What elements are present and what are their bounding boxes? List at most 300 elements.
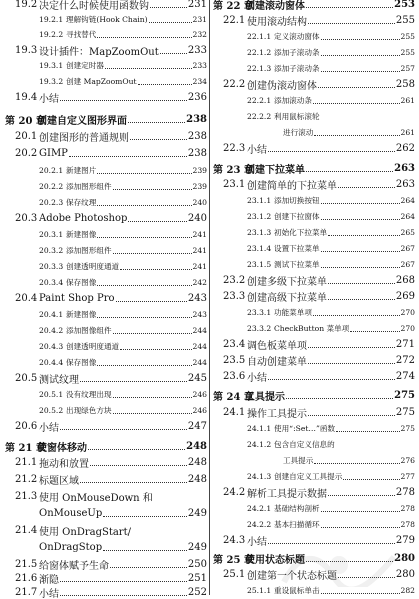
toc-title: 功能菜单项	[274, 307, 312, 317]
toc-section[interactable]	[5, 557, 207, 571]
toc-leader-dots	[103, 549, 187, 551]
toc-number: 22.1	[223, 14, 246, 26]
toc-number: 20.2.3	[39, 197, 64, 207]
toc-page-number: 280	[395, 568, 415, 580]
toc-title: 创建定时器	[66, 60, 104, 70]
toc-section[interactable]	[5, 506, 207, 520]
toc-page-number: 269	[395, 290, 415, 302]
toc-number: 第 22 章	[213, 0, 254, 11]
toc-section[interactable]	[5, 129, 207, 143]
toc-leader-dots	[321, 250, 400, 252]
toc-leader-dots	[313, 314, 400, 316]
toc-section[interactable]	[5, 90, 207, 104]
toc-subsection[interactable]	[5, 275, 207, 289]
toc-title: 基础结构剖析	[274, 503, 320, 513]
toc-page-number: 279	[395, 534, 415, 546]
toc-title: 创建第一个状态标题	[247, 570, 337, 581]
toc-leader-dots	[97, 316, 191, 318]
toc-leader-dots	[306, 560, 393, 562]
toc-title: 拖动和放置	[39, 458, 89, 469]
toc-subsection[interactable]	[5, 387, 207, 401]
toc-title: 创建自定义工具提示	[274, 471, 343, 481]
toc-title: 创建 MapZoomOut	[66, 76, 137, 86]
toc-title: 设计插件：MapZoomOut	[39, 46, 159, 57]
toc-title: 添加子滚动条	[274, 47, 320, 57]
toc-number: 24.3	[223, 534, 246, 546]
toc-number: 24.1	[223, 406, 246, 418]
toc-leader-dots	[318, 86, 395, 88]
toc-leader-dots	[128, 121, 185, 123]
toc-leader-dots	[338, 186, 395, 188]
toc-section[interactable]	[213, 353, 415, 367]
toc-section[interactable]	[213, 485, 415, 499]
toc-page-number: 255	[400, 47, 415, 57]
toc-section[interactable]	[5, 43, 207, 57]
toc-title: GIMP	[39, 147, 68, 159]
toc-number: 23.4	[223, 338, 246, 350]
toc-subsection[interactable]	[213, 29, 415, 43]
toc-leader-dots	[328, 298, 395, 300]
toc-leader-dots	[328, 234, 399, 236]
toc-section[interactable]	[213, 337, 415, 351]
toc-number: 23.3.1	[247, 307, 272, 317]
toc-page-number: 242	[192, 277, 207, 287]
toc-subsection[interactable]	[213, 209, 415, 223]
toc-section[interactable]	[213, 141, 415, 155]
toc-leader-dots	[321, 218, 400, 220]
toc-leader-dots	[90, 464, 187, 466]
toc-number: 23.6	[223, 370, 246, 382]
toc-subsection[interactable]	[213, 517, 415, 531]
toc-title: 新建图片	[66, 165, 97, 175]
toc-leader-dots	[120, 268, 191, 270]
toc-number: 21.7	[15, 586, 38, 598]
toc-leader-dots	[313, 102, 400, 104]
toc-subsection[interactable]	[213, 193, 415, 207]
toc-leader-dots	[328, 282, 395, 284]
toc-leader-dots	[308, 22, 395, 24]
toc-page-number: 239	[192, 181, 207, 191]
toc-leader-dots	[60, 99, 187, 101]
toc-number: 23.1.2	[247, 211, 272, 221]
toc-leader-dots	[268, 150, 395, 152]
toc-page-number: 264	[400, 195, 415, 205]
toc-leader-dots	[350, 330, 399, 332]
toc-section[interactable]	[5, 571, 207, 585]
toc-page-number: 231	[187, 0, 207, 10]
toc-title: 创建透明度通道	[66, 261, 120, 271]
toc-subsection[interactable]	[5, 227, 207, 241]
toc-page-number: 250	[187, 558, 207, 570]
toc-title: 测试下拉菜单	[274, 259, 320, 269]
toc-subsection[interactable]	[213, 61, 415, 75]
toc-chapter[interactable]	[213, 0, 415, 11]
toc-subsection[interactable]	[213, 321, 415, 335]
toc-section[interactable]	[5, 523, 207, 537]
toc-page-number: 248	[186, 440, 207, 452]
toc-number: 20.4.2	[39, 325, 64, 335]
toc-number: 21.3	[15, 490, 38, 502]
toc-number: 24.1.1	[247, 423, 272, 433]
toc-title: 进行滚动	[283, 127, 314, 137]
toc-leader-dots	[338, 576, 395, 578]
toc-subsection[interactable]	[5, 27, 207, 41]
toc-page-number: 238	[186, 113, 207, 125]
column-divider	[209, 0, 210, 595]
toc-leader-dots	[343, 478, 399, 480]
toc-page-number: 277	[400, 471, 415, 481]
toc-page-number: 275	[400, 423, 415, 433]
toc-title: 创建下拉窗体	[274, 211, 320, 221]
toc-title: 创建下拉菜单	[245, 164, 305, 175]
toc-leader-dots	[321, 202, 400, 204]
toc-leader-dots	[97, 172, 191, 174]
toc-page-number: 243	[192, 309, 207, 319]
toc-title: 利用鼠标滚轮	[274, 111, 320, 121]
toc-number: 第 21 章	[5, 442, 46, 453]
toc-subsection[interactable]	[213, 93, 415, 107]
toc-page-number: 241	[192, 261, 207, 271]
toc-subsection[interactable]	[5, 243, 207, 257]
toc-title: 设置下拉菜单	[274, 243, 320, 253]
toc-subsection[interactable]	[5, 259, 207, 273]
toc-title: 添加图形组件	[66, 181, 112, 191]
toc-section[interactable]	[213, 405, 415, 419]
toc-leader-dots	[69, 155, 187, 157]
toc-page-number: 265	[400, 227, 415, 237]
toc-leader-dots	[116, 300, 187, 302]
toc-number: 22.2.1	[247, 95, 272, 105]
toc-number: 23.1.4	[247, 243, 272, 253]
toc-page-number: 275	[395, 406, 415, 418]
toc-leader-dots	[314, 462, 399, 464]
toc-number: 19.3.2	[39, 76, 64, 86]
toc-page-number: 234	[192, 76, 207, 86]
toc-section[interactable]	[5, 291, 207, 305]
toc-leader-dots	[321, 510, 400, 512]
toc-leader-dots	[321, 592, 400, 594]
toc-number: 22.1.3	[247, 63, 272, 73]
toc-leader-dots	[321, 38, 400, 40]
toc-page-number: 261	[400, 95, 415, 105]
toc-subsection[interactable]	[213, 305, 415, 319]
toc-subsection[interactable]	[213, 125, 415, 139]
toc-title: 添加图形组件	[66, 245, 112, 255]
toc-page-number: 233	[187, 44, 207, 56]
toc-section[interactable]	[213, 289, 415, 303]
toc-leader-dots	[308, 414, 395, 416]
toc-page-number: 275	[394, 389, 415, 401]
toc-subsection[interactable]	[5, 355, 207, 369]
toc-title: 工具提示	[245, 391, 285, 402]
toc-number: 20.3.3	[39, 261, 64, 271]
toc-title: 小结	[247, 144, 267, 155]
toc-page-number: 278	[395, 486, 415, 498]
toc-number: 22.3	[223, 142, 246, 154]
toc-number: 20.3.4	[39, 277, 64, 287]
toc-section[interactable]	[213, 567, 415, 581]
toc-title: 给窗体赋予生命	[39, 560, 109, 571]
toc-page-number: 263	[395, 178, 415, 190]
toc-number: 23.3	[223, 290, 246, 302]
toc-section[interactable]	[5, 0, 207, 11]
toc-title: 工具提示	[283, 455, 314, 465]
toc-leader-dots	[314, 134, 399, 136]
toc-leader-dots	[268, 542, 395, 544]
toc-title: CheckButton 菜单项	[274, 323, 350, 333]
toc-subsection[interactable]	[213, 109, 415, 123]
toc-section[interactable]	[5, 146, 207, 160]
toc-title: 添加子滚动条	[274, 63, 320, 73]
toc-leader-dots	[128, 220, 187, 222]
toc-title: Paint Shop Pro	[39, 292, 115, 304]
toc-leader-dots	[306, 170, 393, 172]
toc-title: 自动创建菜单	[247, 356, 307, 367]
toc-number: 22.2.2	[247, 111, 272, 121]
toc-title: 没有纹理出现	[66, 389, 112, 399]
toc-subsection[interactable]	[5, 403, 207, 417]
toc-page-number: 272	[395, 354, 415, 366]
toc-number: 23.1.3	[247, 227, 272, 237]
toc-title: 解析工具提示数据	[247, 488, 327, 499]
toc-leader-dots	[60, 428, 187, 430]
toc-title: 小结	[39, 588, 59, 599]
toc-subsection[interactable]	[213, 469, 415, 483]
toc-subsection[interactable]	[213, 257, 415, 271]
toc-number: 20.5.1	[39, 389, 64, 399]
toc-title: 添加切换按钮	[274, 195, 320, 205]
toc-page-number: 255	[395, 14, 415, 26]
toc-number: 第 20 章	[5, 115, 46, 126]
toc-subsection[interactable]	[213, 45, 415, 59]
toc-number: 20.3.1	[39, 229, 64, 239]
toc-leader-dots	[150, 6, 187, 8]
toc-title: 小结	[39, 422, 59, 433]
toc-section[interactable]	[5, 211, 207, 225]
toc-page-number: 257	[400, 63, 415, 73]
toc-number: 20.4.1	[39, 309, 64, 319]
toc-section[interactable]	[213, 533, 415, 547]
toc-leader-dots	[80, 481, 187, 483]
toc-leader-dots	[268, 378, 395, 380]
toc-chapter[interactable]	[5, 439, 207, 453]
toc-leader-dots	[321, 526, 400, 528]
toc-page-number: 240	[192, 197, 207, 207]
toc-leader-dots	[113, 252, 192, 254]
toc-subsection[interactable]	[5, 307, 207, 321]
toc-page-number: 278	[400, 519, 415, 529]
toc-section[interactable]	[5, 455, 207, 469]
toc-number: 24.2.1	[247, 503, 272, 513]
toc-leader-dots	[328, 494, 395, 496]
toc-page-number: 246	[192, 389, 207, 399]
toc-number: 20.3.2	[39, 245, 64, 255]
toc-leader-dots	[130, 138, 187, 140]
toc-title: 出现绿色方块	[66, 405, 112, 415]
toc-number: 20.5	[15, 372, 38, 384]
toc-leader-dots	[97, 36, 191, 38]
toc-leader-dots	[306, 6, 393, 8]
toc-page-number: 249	[187, 507, 207, 519]
toc-title: 渐隐	[39, 574, 59, 585]
toc-title: 基本扫描循环	[274, 519, 320, 529]
toc-number: 20.4.4	[39, 357, 64, 367]
toc-title: 标题区域	[39, 475, 79, 486]
toc-number: 21.6	[15, 572, 38, 584]
toc-leader-dots	[308, 346, 395, 348]
toc-page-number: 249	[187, 541, 207, 553]
toc-title: 使用滚动结构	[247, 16, 307, 27]
toc-number: 22.1.1	[247, 31, 272, 41]
toc-section[interactable]	[5, 489, 207, 503]
toc-section[interactable]	[5, 371, 207, 385]
toc-page-number: 243	[187, 292, 207, 304]
toc-page-number: 251	[187, 572, 207, 584]
toc-page-number: 233	[192, 60, 207, 70]
toc-number: 19.2.2	[39, 29, 64, 39]
toc-number: 20.4.3	[39, 341, 64, 351]
toc-title: 使用状态标题	[245, 554, 305, 565]
toc-number: 24.1.3	[247, 471, 272, 481]
toc-leader-dots	[88, 448, 185, 450]
toc-subsection[interactable]	[213, 437, 415, 451]
toc-page-number: 246	[192, 405, 207, 415]
toc-leader-dots	[80, 380, 187, 382]
toc-number: 19.3.1	[39, 60, 64, 70]
toc-chapter[interactable]	[5, 112, 207, 126]
toc-number: 21.2	[15, 473, 38, 485]
toc-number: 19.3	[15, 44, 38, 56]
toc-page-number: 261	[400, 127, 415, 137]
toc-title: 定义滚动窗体	[274, 31, 320, 41]
toc-title: 创建图形的普通规则	[39, 132, 129, 143]
toc-title: OnMouseUp	[39, 507, 103, 519]
toc-title: 使用 OnDragStart/	[39, 526, 131, 537]
toc-title: 保存图像	[66, 357, 97, 367]
toc-leader-dots	[149, 21, 192, 23]
toc-leader-dots	[110, 566, 187, 568]
toc-title: 初始化下拉菜单	[274, 227, 328, 237]
toc-section[interactable]	[213, 369, 415, 383]
toc-subsection[interactable]	[5, 339, 207, 353]
toc-section[interactable]	[5, 472, 207, 486]
toc-number: 23.1	[223, 178, 246, 190]
toc-page-number: 267	[400, 243, 415, 253]
toc-page-number: 264	[400, 211, 415, 221]
toc-subsection[interactable]	[213, 241, 415, 255]
toc-number: 23.5	[223, 354, 246, 366]
toc-chapter[interactable]	[213, 388, 415, 402]
toc-page-number: 241	[192, 229, 207, 239]
toc-leader-dots	[105, 67, 192, 69]
toc-section[interactable]	[5, 585, 207, 599]
toc-page-number: 263	[394, 162, 415, 174]
toc-number: 20.6	[15, 420, 38, 432]
toc-section[interactable]	[213, 273, 415, 287]
toc-number: 20.2.1	[39, 165, 64, 175]
toc-title: 使用 OnMouseDown 和	[39, 492, 153, 503]
toc-number: 24.2	[223, 486, 246, 498]
toc-subsection[interactable]	[213, 421, 415, 435]
toc-title: 创建自定义图形界面	[37, 115, 127, 126]
toc-number: 21.4	[15, 524, 38, 536]
toc-chapter[interactable]	[213, 551, 415, 565]
toc-page-number: 274	[395, 370, 415, 382]
toc-number: 21.1	[15, 456, 38, 468]
toc-subsection[interactable]	[5, 179, 207, 193]
toc-title: 添加滚动条	[274, 95, 312, 105]
toc-leader-dots	[321, 54, 400, 56]
toc-title: Adobe Photoshop	[39, 212, 128, 224]
toc-section[interactable]	[5, 540, 207, 554]
toc-number: 19.4	[15, 91, 38, 103]
toc-leader-dots	[336, 430, 399, 432]
toc-number: 25.1.1	[247, 585, 272, 595]
toc-subsection[interactable]	[5, 58, 207, 72]
toc-subsection[interactable]	[5, 195, 207, 209]
toc-leader-dots	[60, 594, 187, 596]
toc-leader-dots	[113, 396, 192, 398]
toc-page-number: 244	[192, 341, 207, 351]
toc-leader-dots	[321, 70, 400, 72]
toc-subsection[interactable]	[5, 323, 207, 337]
toc-number: 23.3.2	[247, 323, 272, 333]
toc-page-number: 239	[192, 165, 207, 175]
toc-page-number: 248	[187, 456, 207, 468]
toc-section[interactable]	[213, 177, 415, 191]
toc-number: 20.1	[15, 130, 38, 142]
toc-subsection[interactable]	[5, 163, 207, 177]
toc-page-number: 247	[187, 420, 207, 432]
toc-title: 创建滚动窗体	[245, 0, 305, 11]
toc-page-number: 238	[187, 130, 207, 142]
toc-page-number: 241	[192, 245, 207, 255]
toc-number: 25.1	[223, 568, 246, 580]
toc-title: 决定什么时候使用函数钩	[39, 0, 149, 11]
toc-chapter[interactable]	[213, 161, 415, 175]
toc-title: 操作工具提示	[247, 408, 307, 419]
toc-leader-dots	[120, 348, 191, 350]
toc-page-number: 244	[192, 357, 207, 367]
toc-leader-dots	[103, 515, 187, 517]
toc-page-number: 236	[187, 91, 207, 103]
toc-section[interactable]	[5, 419, 207, 433]
toc-section[interactable]	[213, 13, 415, 27]
toc-number: 20.5.2	[39, 405, 64, 415]
toc-leader-dots	[113, 332, 192, 334]
toc-page-number: 248	[187, 473, 207, 485]
toc-title: 保存纹理	[66, 197, 97, 207]
toc-section[interactable]	[213, 77, 415, 91]
toc-title: 调色板菜单项	[247, 340, 307, 351]
toc-page-number: 276	[400, 455, 415, 465]
toc-leader-dots	[97, 284, 191, 286]
toc-leader-dots	[113, 412, 192, 414]
toc-page-number: 231	[192, 14, 207, 24]
toc-number: 19.2	[15, 0, 38, 10]
toc-subsection[interactable]	[5, 12, 207, 26]
toc-subsection[interactable]	[213, 225, 415, 239]
toc-subsection[interactable]	[213, 453, 415, 467]
toc-subsection[interactable]	[5, 74, 207, 88]
toc-number: 21.5	[15, 558, 38, 570]
toc-page-number: 253	[394, 0, 415, 10]
toc-number: 第 23 章	[213, 164, 254, 175]
toc-number: 24.2.2	[247, 519, 272, 529]
toc-leader-dots	[160, 52, 187, 54]
toc-page-number: 278	[400, 503, 415, 513]
toc-subsection[interactable]	[213, 501, 415, 515]
